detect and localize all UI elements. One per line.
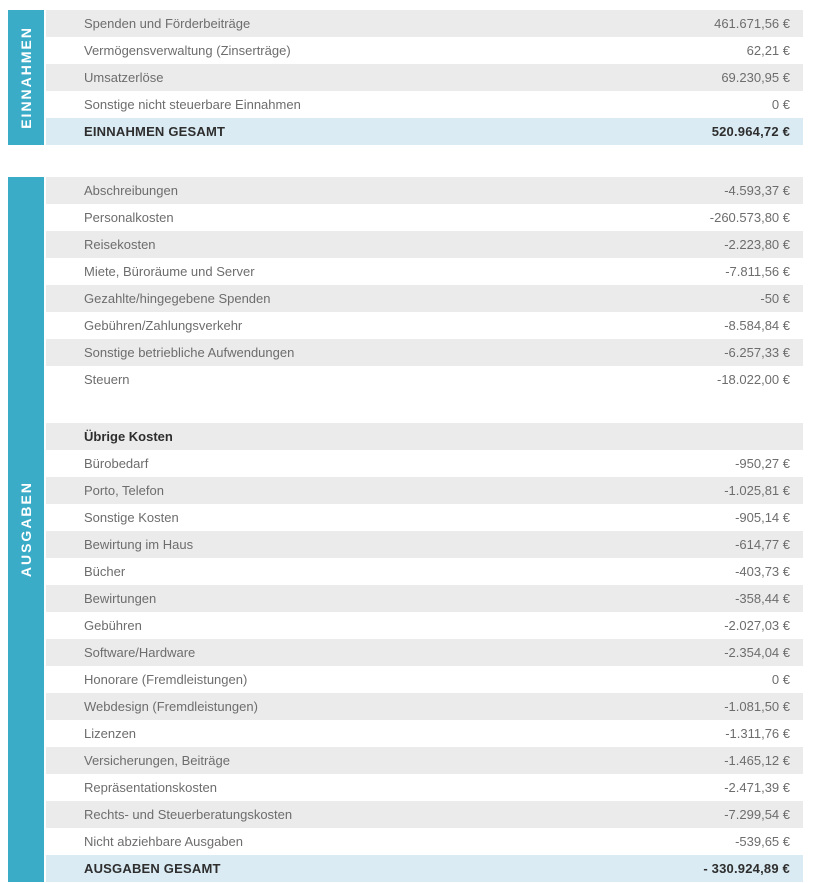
row-value: -2.223,80 € xyxy=(724,237,790,252)
row-label: Bewirtung im Haus xyxy=(84,537,194,552)
row-value: -6.257,33 € xyxy=(724,345,790,360)
row-label: Rechts- und Steuerberatungskosten xyxy=(84,807,293,822)
row-value: -905,14 € xyxy=(735,510,790,525)
row-label: Gezahlte/hingegebene Spenden xyxy=(84,291,271,306)
row-label: Steuern xyxy=(84,372,130,387)
row-value: 69.230,95 € xyxy=(721,70,790,85)
row-label: Personalkosten xyxy=(84,210,174,225)
row-label: Bewirtungen xyxy=(84,591,157,606)
row-label: Gebühren/Zahlungsverkehr xyxy=(84,318,243,333)
table-row xyxy=(46,693,803,720)
table-row xyxy=(46,450,803,477)
row-value: 62,21 € xyxy=(746,43,790,58)
table-row xyxy=(46,477,803,504)
row-label: Vermögensverwaltung (Zinserträge) xyxy=(84,43,291,58)
row-label: Versicherungen, Beiträge xyxy=(84,753,230,768)
row-value: -2.354,04 € xyxy=(724,645,790,660)
row-value: -8.584,84 € xyxy=(724,318,790,333)
table-row xyxy=(46,10,803,37)
table-row xyxy=(46,177,803,204)
row-label: Sonstige nicht steuerbare Einnahmen xyxy=(84,97,301,112)
table-row xyxy=(46,531,803,558)
row-value: 0 € xyxy=(771,672,790,687)
table-row xyxy=(46,339,803,366)
row-value: -7.299,54 € xyxy=(724,807,790,822)
row-label: Gebühren xyxy=(84,618,142,633)
row-label: Übrige Kosten xyxy=(84,429,173,444)
row-label: Lizenzen xyxy=(84,726,137,741)
table-row xyxy=(46,828,803,855)
row-value: -18.022,00 € xyxy=(716,372,790,387)
table-row xyxy=(46,585,803,612)
row-value: -950,27 € xyxy=(735,456,790,471)
table-row xyxy=(46,558,803,585)
row-value: -7.811,56 € xyxy=(725,264,790,279)
row-value: -2.027,03 € xyxy=(724,618,790,633)
section-ausgaben xyxy=(8,177,803,882)
spacer-row xyxy=(46,393,803,423)
section-label-bar xyxy=(8,10,44,145)
table-row xyxy=(46,747,803,774)
row-value: 0 € xyxy=(771,97,790,112)
row-value: -50 € xyxy=(760,291,790,306)
row-label: Honorare (Fremdleistungen) xyxy=(84,672,248,687)
table-row xyxy=(46,666,803,693)
row-value: -1.025,81 € xyxy=(724,483,790,498)
table-row xyxy=(46,801,803,828)
table-row xyxy=(46,204,803,231)
table-row xyxy=(46,423,803,450)
row-value: -358,44 € xyxy=(735,591,790,606)
row-label: Spenden und Förderbeiträge xyxy=(84,16,251,31)
row-value: -539,65 € xyxy=(735,834,790,849)
row-label: Miete, Büroräume und Server xyxy=(84,264,255,279)
table-row xyxy=(46,285,803,312)
row-value: -260.573,80 € xyxy=(709,210,790,225)
section-rows xyxy=(46,177,803,882)
row-value: -403,73 € xyxy=(735,564,790,579)
table-row xyxy=(46,64,803,91)
row-label: Reisekosten xyxy=(84,237,156,252)
row-label: Porto, Telefon xyxy=(84,483,164,498)
section-label: EINNAHMEN xyxy=(18,26,34,129)
row-label: Bürobedarf xyxy=(84,456,149,471)
row-value: 520.964,72 € xyxy=(711,124,790,139)
row-value: - 330.924,89 € xyxy=(703,861,790,876)
table-row xyxy=(46,774,803,801)
row-label: Repräsentationskosten xyxy=(84,780,217,795)
row-value: -1.081,50 € xyxy=(724,699,790,714)
row-value: 461.671,56 € xyxy=(714,16,790,31)
section-label-bar xyxy=(8,177,44,882)
section-einnahmen xyxy=(8,10,803,145)
row-label: Sonstige betriebliche Aufwendungen xyxy=(84,345,295,360)
table-row xyxy=(46,231,803,258)
row-label: Bücher xyxy=(84,564,126,579)
row-label: Sonstige Kosten xyxy=(84,510,179,525)
total-row xyxy=(46,855,803,882)
table-row xyxy=(46,312,803,339)
table-row xyxy=(46,258,803,285)
section-rows xyxy=(46,10,803,145)
row-label: Software/Hardware xyxy=(84,645,196,660)
table-row xyxy=(46,366,803,393)
row-label: Nicht abziehbare Ausgaben xyxy=(84,834,244,849)
row-label: Webdesign (Fremdleistungen) xyxy=(84,699,258,714)
row-value: -4.593,37 € xyxy=(724,183,790,198)
table-row xyxy=(46,639,803,666)
row-label: Abschreibungen xyxy=(84,183,178,198)
table-row xyxy=(46,37,803,64)
total-row xyxy=(46,118,803,145)
row-value: -614,77 € xyxy=(735,537,790,552)
table-row xyxy=(46,612,803,639)
table-row xyxy=(46,504,803,531)
row-label: EINNAHMEN GESAMT xyxy=(84,124,226,139)
table-row xyxy=(46,91,803,118)
row-value: -2.471,39 € xyxy=(724,780,790,795)
row-value: -1.311,76 € xyxy=(725,726,790,741)
table-row xyxy=(46,720,803,747)
row-label: Umsatzerlöse xyxy=(84,70,164,85)
row-label: AUSGABEN GESAMT xyxy=(84,861,221,876)
section-label: AUSGABEN xyxy=(18,481,34,578)
row-value: -1.465,12 € xyxy=(724,753,790,768)
